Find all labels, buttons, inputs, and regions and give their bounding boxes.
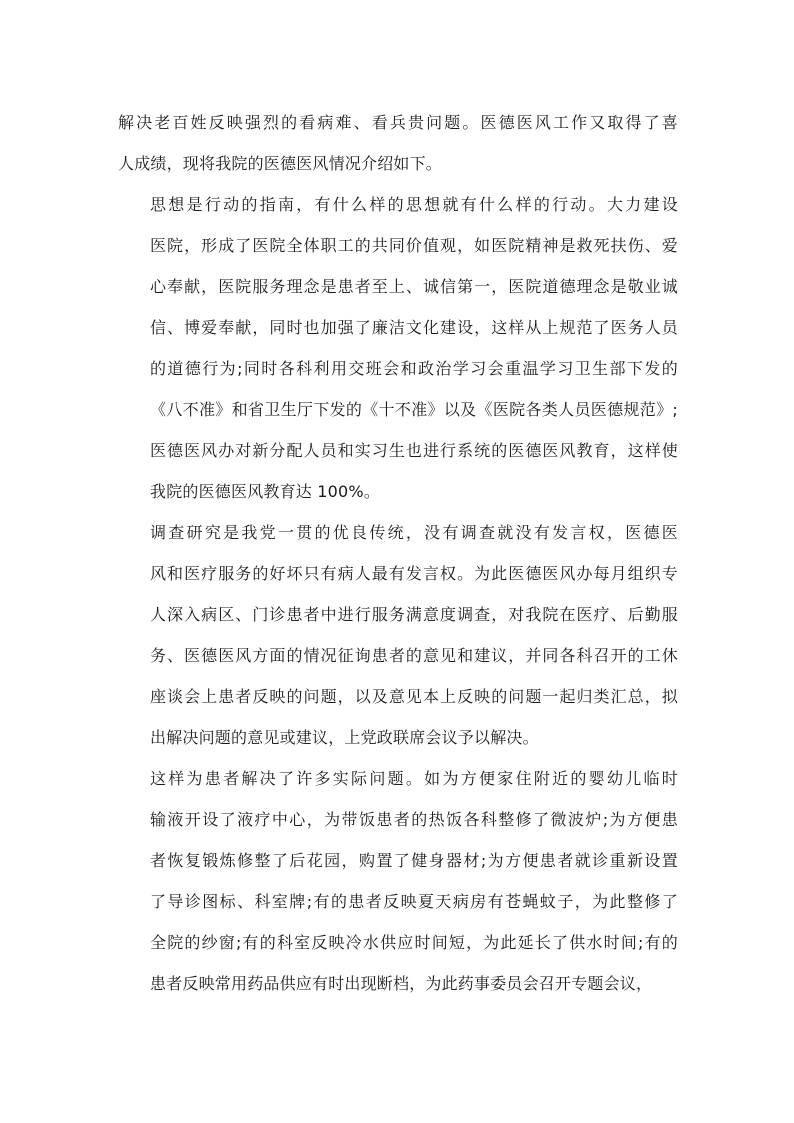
text-line: 人成绩，现将我院的医德医风情况介绍如下。 [118,154,443,173]
text-line: 务、医德医风方面的情况征询患者的意见和建议，并同各科召开的工休 [150,646,678,665]
document-body [118,102,678,1004]
text-line: 我院的医德医风教育达 100%。 [150,482,381,501]
text-line: 《八不准》和省卫生厅下发的《十不准》以及《医院各类人员医德规范》; [150,400,678,419]
text-line: 医德医风办对新分配人员和实习生也进行系统的医德医风教育，这样使 [150,441,678,460]
text-line: 这样为患者解决了许多实际问题。如为方便家住附近的婴幼儿临时 [150,769,678,788]
paragraph [118,512,678,758]
text-line: 风和医疗服务的好坏只有病人最有发言权。为此医德医风办每月组织专 [150,564,678,583]
text-line: 患者反映常用药品供应有时出现断档，为此药事委员会召开专题会议， [150,974,653,993]
text-line: 输液开设了液疗中心，为带饭患者的热饭各科整修了微波炉;为方便患 [150,810,678,829]
text-line: 解决老百姓反映强烈的看病难、看兵贵问题。医德医风工作又取得了喜 [118,113,678,132]
text-line: 座谈会上患者反映的问题，以及意见本上反映的问题一起归类汇总，拟 [150,687,678,706]
text-line: 调查研究是我党一贯的优良传统，没有调查就没有发言权，医德医 [150,523,678,542]
text-line: 全院的纱窗;有的科室反映冷水供应时间短，为此延长了供水时间;有的 [150,933,678,952]
paragraph [118,184,678,512]
text-line: 人深入病区、门诊患者中进行服务满意度调查，对我院在医疗、后勤服 [150,605,678,624]
text-line: 了导诊图标、科室牌;有的患者反映夏天病房有苍蝇蚊子，为此整修了 [150,892,678,911]
paragraph [118,102,678,184]
text-line: 出解决问题的意见或建议，上党政联席会议予以解决。 [150,728,539,747]
text-line: 的道德行为;同时各科利用交班会和政治学习会重温学习卫生部下发的 [150,359,678,378]
text-line: 思想是行动的指南，有什么样的思想就有什么样的行动。大力建设 [150,195,678,214]
text-line: 信、博爱奉献，同时也加强了廉洁文化建设，这样从上规范了医务人员 [150,318,678,337]
text-line: 者恢复锻炼修整了后花园，购置了健身器材;为方便患者就诊重新设置 [150,851,678,870]
paragraph [118,758,678,1004]
text-line: 医院，形成了医院全体职工的共同价值观，如医院精神是救死扶伤、爱 [150,236,678,255]
text-line: 心奉献，医院服务理念是患者至上、诚信第一，医院道德理念是敬业诚 [150,277,678,296]
